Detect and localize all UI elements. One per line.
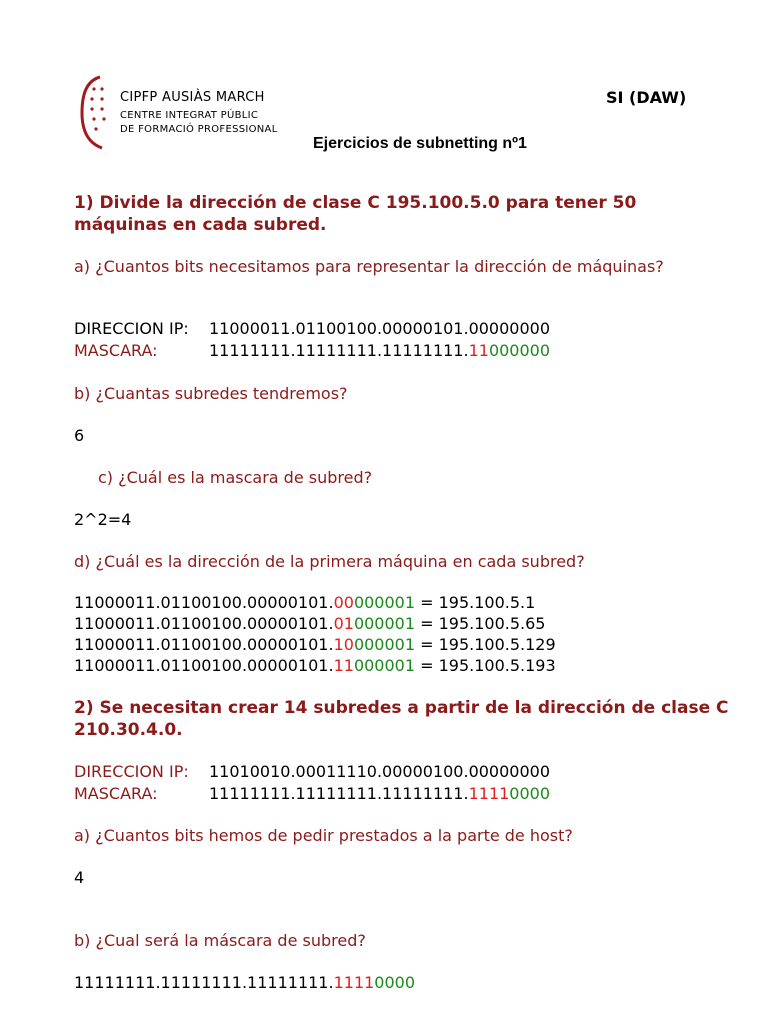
- subnet-row: 11000011.01100100.00000101.01000001 = 195.100.5.65: [74, 614, 546, 633]
- mask-value: 11111111.11111111.11111111.11000000: [209, 341, 551, 360]
- exercise-2-question-a: a) ¿Cuantos bits hemos de pedir prestados a la parte de host?: [74, 826, 573, 845]
- ip-value: 11010010.00011110.00000100.00000000: [209, 762, 551, 781]
- mask-label: MASCARA:: [74, 341, 158, 360]
- mask-label: MASCARA:: [74, 784, 158, 803]
- course-code: SI (DAW): [606, 88, 687, 107]
- mask-line: [74, 341, 551, 361]
- exercise-1-question-a: a) ¿Cuantos bits necesitamos para representar la dirección de máquinas?: [74, 257, 664, 276]
- subnet-row: 11000011.01100100.00000101.11000001 = 195.100.5.193: [74, 656, 556, 675]
- school-logo-icon: [80, 75, 114, 150]
- mask-line: [74, 784, 551, 804]
- exercise-2-answer-a: 4: [74, 868, 85, 887]
- exercise-1-question-d: d) ¿Cuál es la dirección de la primera máquina en cada subred?: [74, 552, 585, 571]
- subnet-row: 11000011.01100100.00000101.00000001 = 195.100.5.1: [74, 593, 536, 612]
- ip-address-line: [74, 319, 551, 339]
- exercise-1-answer-b: 6: [74, 426, 85, 445]
- ip-label: DIRECCION IP:: [74, 319, 189, 338]
- exercise-1-question-c: c) ¿Cuál es la mascara de subred?: [98, 468, 373, 487]
- ip-label: DIRECCION IP:: [74, 762, 189, 781]
- exercise-2-answer-b: 11111111.11111111.11111111.11110000: [74, 973, 416, 992]
- institution-name: CIPFP AUSIÀS MARCH: [120, 90, 265, 105]
- institution-line-2: DE FORMACIÓ PROFESSIONAL: [120, 124, 278, 135]
- exercise-2-question-b: b) ¿Cual será la máscara de subred?: [74, 931, 366, 950]
- ip-address-line: [74, 762, 551, 782]
- institution-line-1: CENTRE INTEGRAT PÚBLIC: [120, 110, 259, 121]
- exercise-2-heading: 2) Se necesitan crear 14 subredes a partir de la dirección de clase C 210.30.4.0.: [74, 698, 729, 740]
- ip-value: 11000011.01100100.00000101.00000000: [209, 319, 551, 338]
- subnet-row: 11000011.01100100.00000101.10000001 = 195.100.5.129: [74, 635, 556, 654]
- document-title: Ejercicios de subnetting nº1: [313, 135, 527, 152]
- mask-value: 11111111.11111111.11111111.11110000: [209, 784, 551, 803]
- exercise-1-answer-c: 2^2=4: [74, 510, 132, 529]
- exercise-1-heading: 1) Divide la dirección de clase C 195.100.5.0 para tener 50 máquinas en cada subred.: [74, 193, 637, 235]
- exercise-1-question-b: b) ¿Cuantas subredes tendremos?: [74, 384, 348, 403]
